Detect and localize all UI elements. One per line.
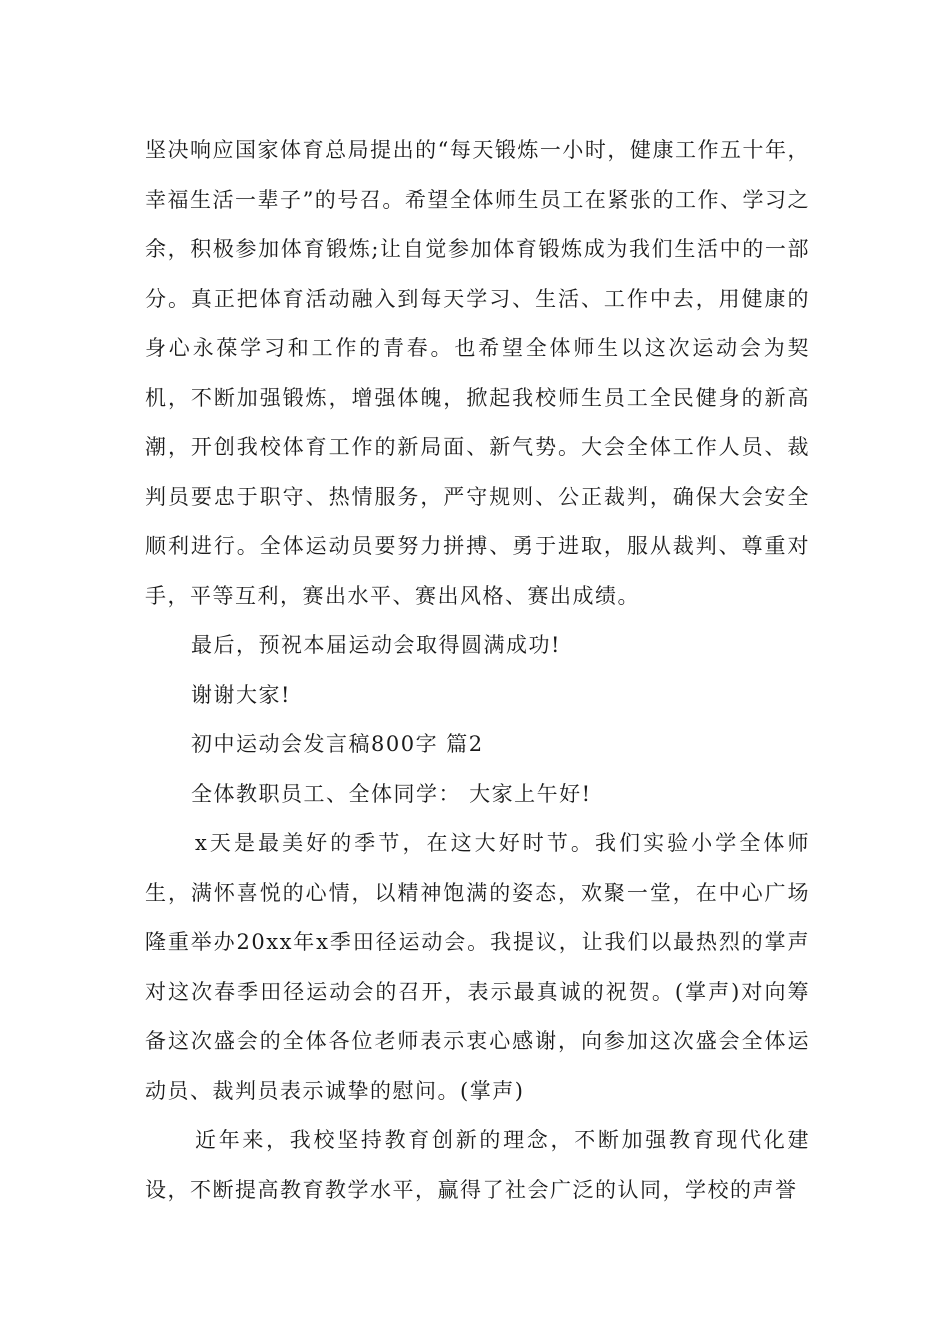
paragraph-closing-wish: 最后，预祝本届运动会取得圆满成功! xyxy=(191,633,561,657)
paragraph-continuation: 坚决响应国家体育总局提出的“每天锻炼一小时，健康工作五十年，幸福生活一辈子”的号召。希望全体师生员工在紧张的工作、学习之余，积极参加体育锻炼;让自觉参加体育锻炼成为我们生活中的一部分。真正把体育活动融入到每天学习、生活、工作中去，用健康的身心永葆学习和工作的青春。也希望全体师生以这次运动会为契机，不断加强锻炼，增强体魄，掀起我校师生员工全民健身的新高潮，开创我校体育工作的新局面、新气势。大会全体工作人员、裁判员要忠于职守、热情服务，严守规则、公正裁判，确保大会安全顺利进行。全体运动员要努力拼搏、勇于进取，服从裁判、尊重对手，平等互利，赛出水平、赛出风格、赛出成绩。 xyxy=(145,138,810,608)
paragraph-recent-years: 近年来，我校坚持教育创新的理念，不断加强教育现代化建设，不断提高教育教学水平，赢得了社会广泛的认同，学校的声誉 xyxy=(145,1128,810,1202)
paragraph-greeting: 全体教职员工、全体同学： 大家上午好! xyxy=(191,781,592,806)
paragraph-thanks: 谢谢大家! xyxy=(191,682,291,707)
document-body xyxy=(145,126,810,1215)
paragraph-opening: x天是最美好的季节，在这大好时节。我们实验小学全体师生，满怀喜悦的心情，以精神饱满的姿态，欢聚一堂，在中心广场隆重举办20xx年x季田径运动会。我提议，让我们以最热烈的掌声对这次春季田径运动会的召开，表示最真诚的祝贺。(掌声)对向筹备这次盛会的全体各位老师表示衷心感谢，向参加这次盛会全体运动员、裁判员表示诚挚的慰问。(掌声) xyxy=(145,831,810,1103)
section-heading: 初中运动会发言稿800字 篇2 xyxy=(191,732,484,756)
